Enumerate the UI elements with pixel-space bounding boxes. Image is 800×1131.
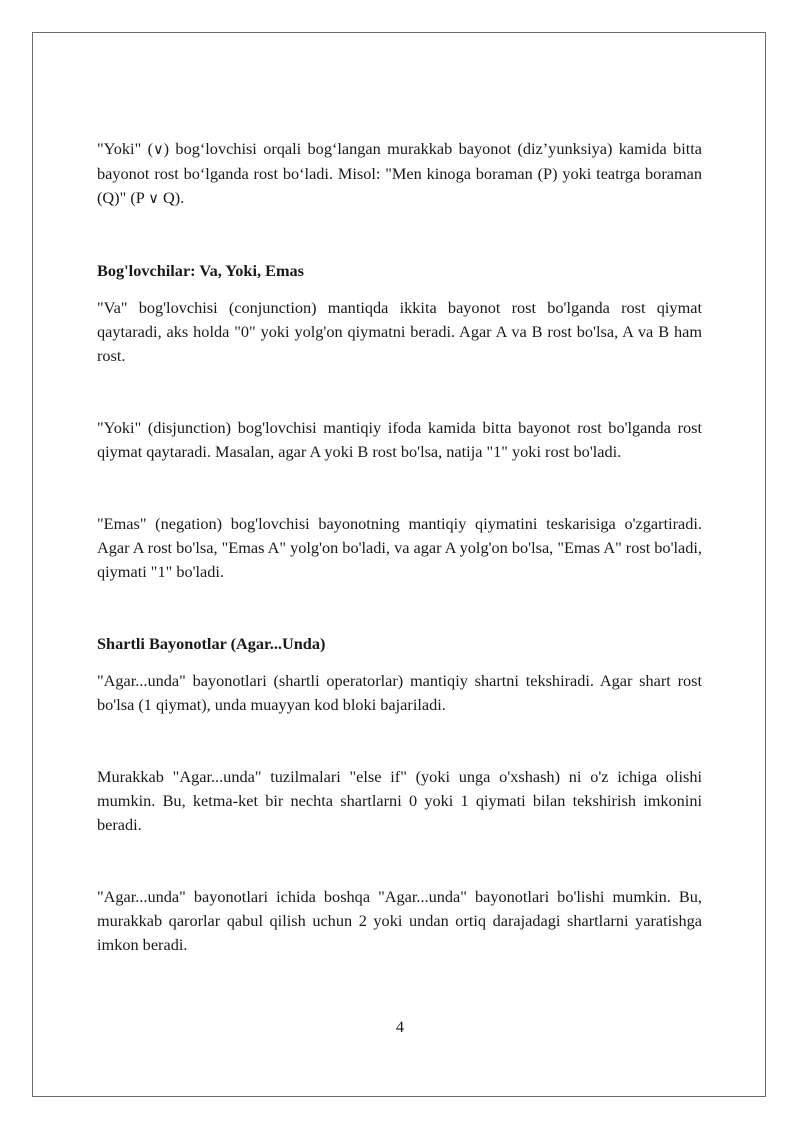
- paragraph-conjunction: "Va" bog'lovchisi (conjunction) mantiqda ikkita bayonot rost bo'lganda rost qiymat qaytaradi, aks holda "0" yoki yolg'on qiymatni beradi. Agar A va B rost bo'lsa, A va B ham rost.: [97, 298, 702, 365]
- section-heading-conditionals: Shartli Bayonotlar (Agar...Unda): [97, 634, 326, 653]
- paragraph-conditional-intro: "Agar...unda" bayonotlari (shartli operatorlar) mantiqiy shartni tekshiradi. Agar shart rost bo'lsa (1 qiymat), unda muayyan kod bloki bajariladi.: [97, 671, 702, 714]
- paragraph-negation: "Emas" (negation) bog'lovchisi bayonotning mantiqiy qiymatini teskarisiga o'zgartiradi. Agar A rost bo'lsa, "Emas A" yolg'on bo'ladi, va agar A yolg'on bo'lsa, "Emas A" rost bo'ladi, qiymati "1" bo'ladi.: [97, 514, 702, 581]
- section-heading-connectives: Bog'lovchilar: Va, Yoki, Emas: [97, 261, 305, 280]
- page-number: 4: [395, 1017, 405, 1036]
- or-symbol: ∨: [153, 142, 164, 158]
- paragraph-disjunction-intro: "Yoki" (∨) bog‘lovchisi orqali bog‘langan murakkab bayonot (diz’yunksiya) kamida bitta bayonot rost bo‘lganda rost bo‘ladi. Misol: "Men kinoga boraman (P) yoki teatrga boraman (Q)" (P ∨ Q).: [97, 139, 702, 207]
- document-body: [97, 137, 702, 957]
- paragraph-nested-conditionals: "Agar...unda" bayonotlari ichida boshqa "Agar...unda" bayonotlari bo'lishi mumkin. Bu, murakkab qarorlar qabul qilish uchun 2 yoki undan ortiq darajadagi shartlarni yaratishga imkon beradi.: [97, 887, 702, 954]
- paragraph-else-if: Murakkab "Agar...unda" tuzilmalari "else if" (yoki unga o'xshash) ni o'z ichiga olishi mumkin. Bu, ketma-ket bir nechta shartlarni 0 yoki 1 qiymati bilan tekshirish imkonini beradi.: [97, 767, 702, 834]
- paragraph-disjunction: "Yoki" (disjunction) bog'lovchisi mantiqiy ifoda kamida bitta bayonot rost bo'lganda rost qiymat qaytaradi. Masalan, agar A yoki B rost bo'lsa, natija "1" yoki rost bo'ladi.: [97, 418, 702, 461]
- or-symbol: ∨: [148, 191, 159, 207]
